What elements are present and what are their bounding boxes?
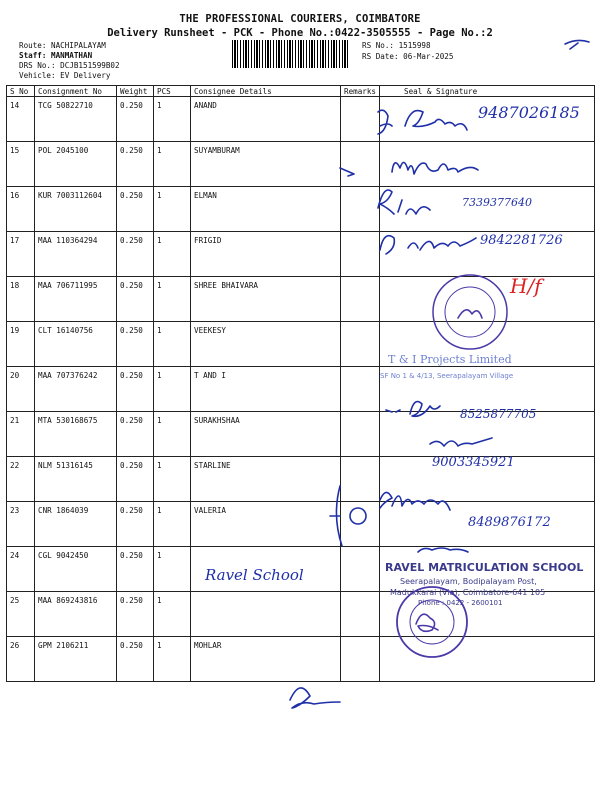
cell-weight: 0.250: [117, 187, 154, 232]
phone-row14: 9487026185: [478, 103, 580, 122]
table-row: [7, 637, 595, 682]
table-row: [7, 412, 595, 457]
cell-consignee: T AND I: [191, 367, 341, 412]
cell-consignment-no: MAA 110364294: [35, 232, 117, 277]
cell-consignee: [191, 547, 341, 592]
barcode: [232, 40, 350, 68]
cell-consignment-no: TCG 50822710: [35, 97, 117, 142]
cell-remarks: [341, 232, 380, 277]
school-stamp-line4: Phone : 0422 - 2600101: [418, 599, 503, 607]
phone-row16: 7339377640: [462, 196, 532, 209]
cell-consignment-no: KUR 7003112604: [35, 187, 117, 232]
cell-pcs: 1: [154, 412, 191, 457]
cell-pcs: 1: [154, 547, 191, 592]
cell-consignment-no: CLT 16140756: [35, 322, 117, 367]
cell-remarks: [341, 322, 380, 367]
table-row: [7, 367, 595, 412]
cell-signature: [380, 232, 595, 277]
cell-sno: 15: [7, 142, 35, 187]
cell-signature: [380, 637, 595, 682]
cell-consignee: STARLINE: [191, 457, 341, 502]
cell-consignment-no: POL 2045100: [35, 142, 117, 187]
rs-number: RS No.: 1515998: [362, 41, 431, 50]
cell-consignee: VALERIA: [191, 502, 341, 547]
cell-signature: [380, 592, 595, 637]
table-row: [7, 502, 595, 547]
cell-signature: [380, 142, 595, 187]
cell-sno: 21: [7, 412, 35, 457]
route-info: Route: NACHIPALAYAM: [19, 41, 106, 50]
cell-pcs: 1: [154, 367, 191, 412]
cell-consignment-no: MAA 707376242: [35, 367, 117, 412]
cell-sno: 26: [7, 637, 35, 682]
cell-sno: 23: [7, 502, 35, 547]
staff-info: Staff: MANMATHAN: [19, 51, 93, 60]
cell-consignee: ELMAN: [191, 187, 341, 232]
cell-pcs: 1: [154, 322, 191, 367]
cell-pcs: 1: [154, 232, 191, 277]
cell-signature: [380, 187, 595, 232]
col-header-sno: S No: [7, 86, 35, 97]
cell-consignment-no: MAA 706711995: [35, 277, 117, 322]
cell-consignment-no: MTA 530168675: [35, 412, 117, 457]
cell-remarks: [341, 592, 380, 637]
cell-consignee: MOHLAR: [191, 637, 341, 682]
cell-sno: 17: [7, 232, 35, 277]
cell-remarks: [341, 97, 380, 142]
cell-sno: 18: [7, 277, 35, 322]
cell-weight: 0.250: [117, 637, 154, 682]
ti-stamp-address: SF No 1 & 4/13, Seerapalayam Village: [380, 372, 514, 380]
school-stamp-name: RAVEL MATRICULATION SCHOOL: [385, 561, 584, 574]
note-row25: Ravel School: [205, 566, 304, 584]
cell-sno: 20: [7, 367, 35, 412]
rs-date: RS Date: 06-Mar-2025: [362, 52, 454, 61]
phone-row24: 8489876172: [468, 515, 551, 530]
cell-consignment-no: CGL 9042450: [35, 547, 117, 592]
cell-remarks: [341, 502, 380, 547]
col-header-consignment: Consignment No: [35, 86, 117, 97]
cell-weight: 0.250: [117, 457, 154, 502]
table-row: [7, 187, 595, 232]
cell-pcs: 1: [154, 637, 191, 682]
phone-row17: 9842281726: [480, 233, 563, 248]
school-stamp-line3: Madukkarai (Via), Coimbatore-641 105: [390, 588, 546, 597]
cell-remarks: [341, 367, 380, 412]
col-header-weight: Weight: [117, 86, 154, 97]
cell-consignment-no: MAA 869243816: [35, 592, 117, 637]
vehicle-info: Vehicle: EV Delivery: [19, 71, 111, 80]
cell-signature: [380, 97, 595, 142]
ti-stamp-name: T & I Projects Limited: [388, 353, 512, 366]
cell-signature: [380, 457, 595, 502]
cell-weight: 0.250: [117, 97, 154, 142]
cell-weight: 0.250: [117, 592, 154, 637]
cell-weight: 0.250: [117, 232, 154, 277]
cell-consignment-no: CNR 1864039: [35, 502, 117, 547]
runsheet-table: [6, 85, 595, 682]
phone-row22: 9003345921: [432, 455, 515, 470]
col-header-pcs: PCS: [154, 86, 191, 97]
cell-remarks: [341, 637, 380, 682]
table-row: [7, 322, 595, 367]
cell-remarks: [341, 412, 380, 457]
cell-pcs: 1: [154, 457, 191, 502]
cell-pcs: 1: [154, 502, 191, 547]
cell-consignment-no: GPM 2106211: [35, 637, 117, 682]
cell-pcs: 1: [154, 592, 191, 637]
cell-signature: [380, 412, 595, 457]
cell-sno: 14: [7, 97, 35, 142]
cell-consignee: SUYAMBURAM: [191, 142, 341, 187]
cell-signature: [380, 502, 595, 547]
cell-remarks: [341, 547, 380, 592]
cell-consignment-no: NLM 51316145: [35, 457, 117, 502]
cell-signature: [380, 367, 595, 412]
drs-info: DRS No.: DCJB151599B02: [19, 61, 120, 70]
note-row18: H/f: [510, 274, 542, 298]
cell-signature: [380, 322, 595, 367]
cell-pcs: 1: [154, 97, 191, 142]
col-header-remarks: Remarks: [341, 86, 380, 97]
table-header-row: [7, 86, 595, 97]
cell-consignee: FRIGID: [191, 232, 341, 277]
cell-sno: 22: [7, 457, 35, 502]
table-row: [7, 142, 595, 187]
table-row: [7, 97, 595, 142]
cell-consignee: [191, 592, 341, 637]
table-row: [7, 547, 595, 592]
cell-weight: 0.250: [117, 547, 154, 592]
cell-sno: 25: [7, 592, 35, 637]
cell-sno: 16: [7, 187, 35, 232]
school-stamp-line2: Seerapalayam, Bodipalayam Post,: [400, 577, 537, 586]
cell-signature: [380, 547, 595, 592]
table-row: [7, 457, 595, 502]
cell-weight: 0.250: [117, 322, 154, 367]
cell-sno: 24: [7, 547, 35, 592]
cell-pcs: 1: [154, 187, 191, 232]
cell-sno: 19: [7, 322, 35, 367]
cell-remarks: [341, 277, 380, 322]
col-header-signature: Seal & Signature: [380, 86, 595, 97]
cell-pcs: 1: [154, 142, 191, 187]
table-row: [7, 277, 595, 322]
cell-remarks: [341, 187, 380, 232]
cell-consignee: VEEKESY: [191, 322, 341, 367]
cell-signature: [380, 277, 595, 322]
bottom-signature: [290, 688, 340, 708]
cell-consignee: SURAKHSHAA: [191, 412, 341, 457]
phone-row21: 8525877705: [460, 407, 537, 421]
cell-weight: 0.250: [117, 277, 154, 322]
cell-pcs: 1: [154, 277, 191, 322]
table-row: [7, 232, 595, 277]
col-header-consignee: Consignee Details: [191, 86, 341, 97]
document-title: THE PROFESSIONAL COURIERS, COIMBATORE: [179, 13, 421, 25]
cell-remarks: [341, 142, 380, 187]
cell-weight: 0.250: [117, 367, 154, 412]
table-row: [7, 592, 595, 637]
cell-consignee: SHREE BHAIVARA: [191, 277, 341, 322]
cell-weight: 0.250: [117, 502, 154, 547]
runsheet-subtitle: Delivery Runsheet - PCK - Phone No.:0422-3505555 - Page No.:2: [107, 27, 493, 39]
cell-consignee: ANAND: [191, 97, 341, 142]
cell-weight: 0.250: [117, 412, 154, 457]
cell-weight: 0.250: [117, 142, 154, 187]
cell-remarks: [341, 457, 380, 502]
corner-scribble: [565, 40, 589, 49]
